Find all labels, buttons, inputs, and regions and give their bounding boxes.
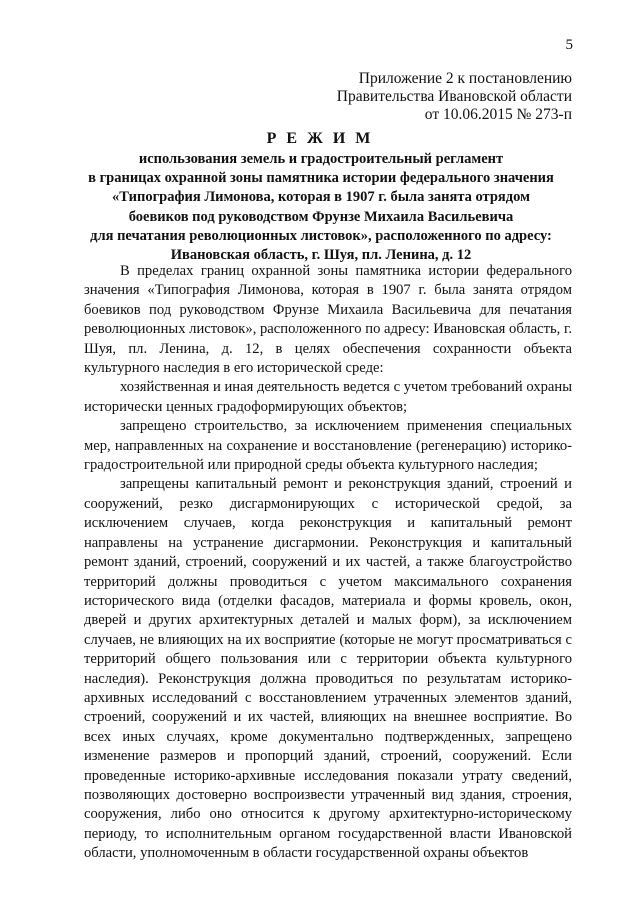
body-paragraph: запрещено строительство, за исключением применения специальных мер, направленных на сохранение и восстановление (регенерацию) историко-градостроительной или природной среды объекта культурного наследия; <box>84 418 572 474</box>
appendix-line: Правительства Ивановской области <box>336 88 572 105</box>
body-paragraph: запрещены капитальный ремонт и реконструкция зданий, строений и сооружений, резко дисгармонирующих с исторической средой, за исключением случаев, когда реконструкция и капитальный ремонт направлены на устранение дисгармонии. Реконструкция и капитальный ремонт зданий, строений, сооружений и их частей, а также благоустройство территорий должны проводиться с учетом максимального сохранения исторического вида (отделки фасадов, материала и формы кровель, окон, дверей и других архитектурных деталей и малых форм), за исключением случаев, не влияющих на их восприятие (которые не могут просматриваться с территорий общего пользования или с территории объекта культурного наследия). Реконструкция должна проводиться по результатам историко-архивных исследований с восстановлением утраченных элементов зданий, строений, сооружений и их частей, влияющих на внешнее восприятие. Во всех иных случаях, кроме документально подтвержденных, запрещено изменение размеров и пропорций зданий, строений, сооружений. Если проведенные историко-архивные исследования показали утрату сведений, позволяющих достоверно воспроизвести утраченный вид здания, строения, сооружения, либо оно относится к другому архитектурно-историческому периоду, то исполнительным органом государственной власти Ивановской области, уполномоченным в области государственной охраны объектов <box>84 476 572 862</box>
subtitle-line: для печатания революционных листовок», расположенного по адресу: <box>90 227 552 244</box>
subtitle-line: в границах охранной зоны памятника истории федерального значения <box>88 170 554 187</box>
body-paragraph: В пределах границ охранной зоны памятника истории федерального значения «Типография Лимонова, которая в 1907 г. была занята отрядом боевиков под руководством Фрунзе Михаила Васильевича для печатания революционных листовок», расположенного по адресу: Ивановская область, г. Шуя, пл. Ленина, д. 12, в целях обеспечения сохранности объекта культурного наследия в его исторической среде: <box>84 263 572 377</box>
subtitle-line: «Типография Лимонова, которая в 1907 г. была занята отрядом <box>112 189 530 206</box>
subtitle-line: боевиков под руководством Фрунзе Михаила Васильевича <box>128 208 514 225</box>
subtitle-line: Ивановская область, г. Шуя, пл. Ленина, д. 12 <box>170 247 472 264</box>
document-body <box>84 262 572 864</box>
body-paragraph: хозяйственная и иная деятельность ведется с учетом требований охраны исторически ценных градоформирующих объектов; <box>84 379 572 415</box>
subtitle-line: использования земель и градостроительный регламент <box>138 151 504 167</box>
appendix-line: Приложение 2 к постановлению <box>358 70 572 87</box>
page-number: 5 <box>565 37 573 53</box>
appendix-line: от 10.06.2015 № 273-п <box>424 106 572 123</box>
document-title: Р Е Ж И М <box>266 130 374 147</box>
appendix-header <box>337 70 572 124</box>
document-subtitle <box>62 150 580 265</box>
